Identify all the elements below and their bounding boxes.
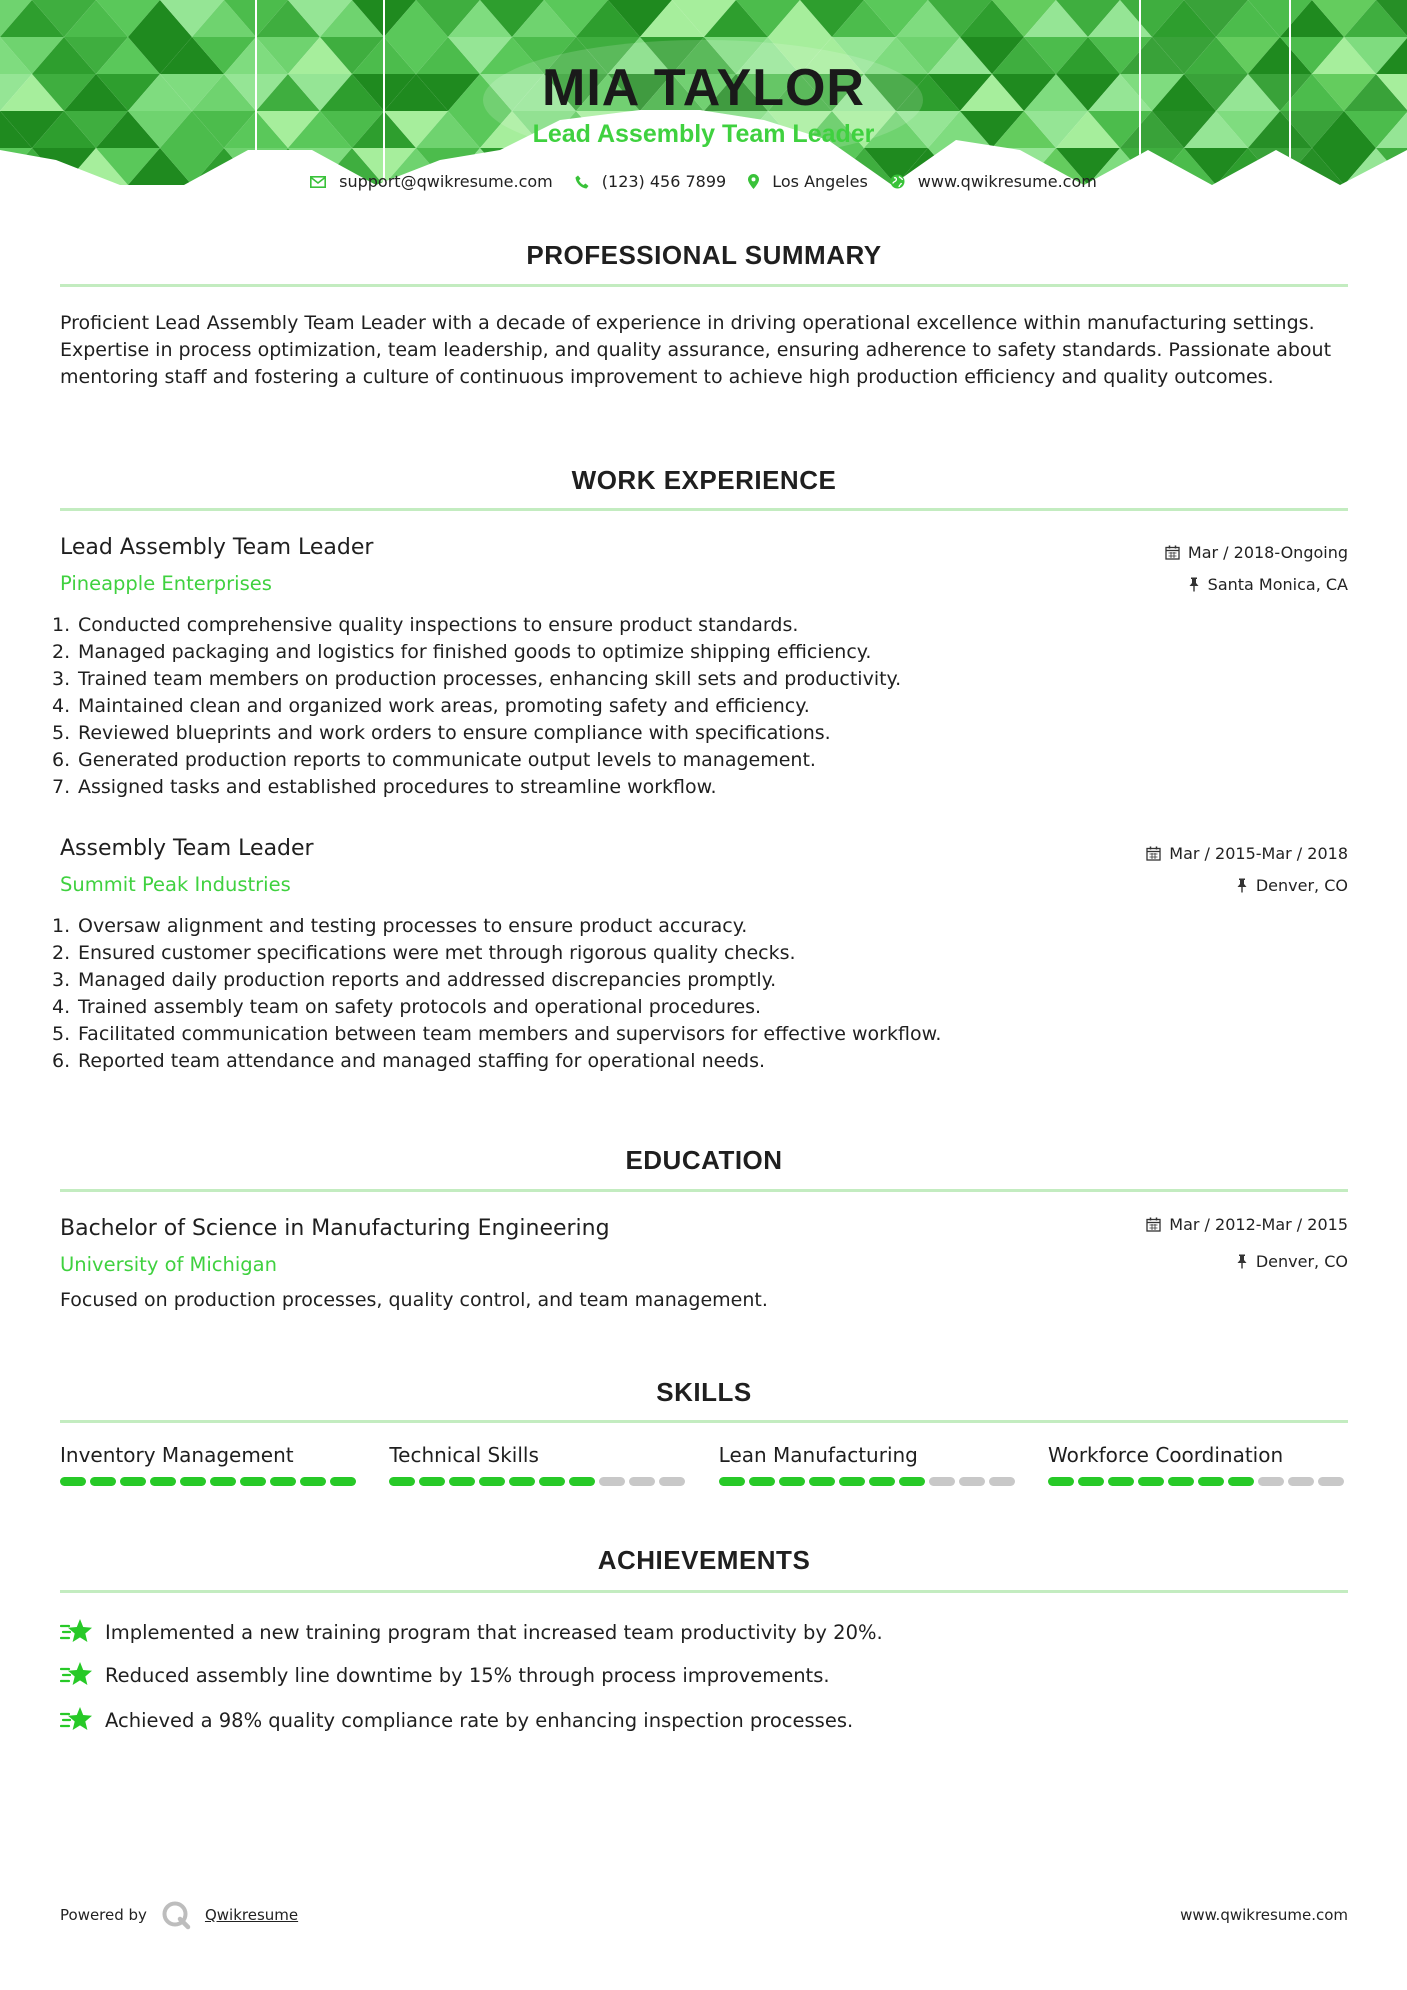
qwikresume-logo-icon: [161, 1900, 191, 1930]
job-bullets: [52, 913, 941, 1075]
job-company: Pineapple Enterprises: [60, 572, 272, 595]
job-bullet-item: 4. Maintained clean and organized work areas, promoting safety and efficiency.: [52, 695, 810, 717]
school-name: University of Michigan: [60, 1253, 277, 1276]
skills-list: [60, 1443, 1348, 1486]
calendar-icon: [1146, 1217, 1161, 1232]
skill-name: Lean Manufacturing: [718, 1443, 918, 1467]
skill-item: [1048, 1443, 1348, 1486]
powered-by-label: Powered by: [60, 1906, 147, 1924]
achievement-text: Achieved a 98% quality compliance rate by enhancing inspection processes.: [105, 1708, 854, 1732]
skill-level-segment: [629, 1477, 655, 1486]
skill-level-segment: [779, 1477, 805, 1486]
skill-level-segment: [1318, 1477, 1344, 1486]
qwikresume-link[interactable]: Qwikresume: [204, 1906, 299, 1924]
skill-level-segment: [959, 1477, 985, 1486]
job-bullet-item: 7. Assigned tasks and established procedures to streamline workflow.: [52, 776, 717, 798]
education-divider: [60, 1189, 1348, 1192]
skill-level-segment: [1288, 1477, 1314, 1486]
star-icon: [60, 1660, 94, 1690]
job-bullet-item: 3. Managed daily production reports and addressed discrepancies promptly.: [52, 969, 777, 991]
education-location-text: Denver, CO: [1255, 1252, 1348, 1271]
skill-level-segment: [389, 1477, 415, 1486]
footer-website[interactable]: www.qwikresume.com: [1180, 1906, 1348, 1924]
skill-level-segment: [929, 1477, 955, 1486]
skill-item: [60, 1443, 360, 1486]
skill-level-segment: [1228, 1477, 1254, 1486]
job-bullet-item: 2. Ensured customer specifications were met through rigorous quality checks.: [52, 942, 796, 964]
skill-level-segment: [1138, 1477, 1164, 1486]
skill-item: [719, 1443, 1019, 1486]
footer: [60, 1900, 1348, 1930]
achievement-item: [60, 1660, 830, 1690]
calendar-icon: [1146, 846, 1161, 861]
skill-level-bar: [1048, 1477, 1348, 1486]
education-heading: EDUCATION: [625, 1145, 783, 1175]
job-location: [1236, 876, 1348, 895]
achievement-item: [60, 1705, 853, 1735]
job-bullet-item: 4. Trained assembly team on safety protocols and operational procedures.: [52, 996, 762, 1018]
skill-level-segment: [989, 1477, 1015, 1486]
globe-icon: [890, 174, 905, 189]
skill-level-segment: [150, 1477, 176, 1486]
job-bullet-item: 6. Reported team attendance and managed staffing for operational needs.: [52, 1050, 766, 1072]
skill-level-segment: [509, 1477, 535, 1486]
job-company: Summit Peak Industries: [60, 873, 291, 896]
skill-level-segment: [659, 1477, 685, 1486]
education-dates: [1146, 1215, 1348, 1234]
skill-level-segment: [419, 1477, 445, 1486]
location-pin-icon: [748, 174, 759, 189]
skill-level-segment: [240, 1477, 266, 1486]
skill-level-segment: [599, 1477, 625, 1486]
skill-level-segment: [479, 1477, 505, 1486]
pin-icon: [1188, 577, 1200, 592]
skill-level-segment: [330, 1477, 356, 1486]
job-bullets: [52, 612, 901, 801]
degree-title: Bachelor of Science in Manufacturing Engineering: [60, 1216, 610, 1241]
job-dates-text: Mar / 2018-Ongoing: [1187, 543, 1348, 562]
skill-level-segment: [1048, 1477, 1074, 1486]
contact-bar: [0, 172, 1407, 191]
skill-level-segment: [719, 1477, 745, 1486]
job-dates: [1146, 844, 1348, 863]
contact-website[interactable]: www.qwikresume.com: [917, 172, 1097, 191]
skill-level-segment: [1258, 1477, 1284, 1486]
job-location-text: Denver, CO: [1255, 876, 1348, 895]
skill-level-segment: [449, 1477, 475, 1486]
phone-icon: [575, 175, 589, 189]
skill-level-segment: [1078, 1477, 1104, 1486]
skill-level-segment: [869, 1477, 895, 1486]
skills-heading: SKILLS: [656, 1377, 752, 1407]
skill-level-segment: [899, 1477, 925, 1486]
skill-name: Workforce Coordination: [1047, 1443, 1284, 1467]
email-icon: [310, 176, 326, 188]
summary-divider: [60, 284, 1348, 287]
job-bullet-item: 5. Reviewed blueprints and work orders to ensure compliance with specifications.: [52, 722, 831, 744]
calendar-icon: [1165, 545, 1180, 560]
achievement-text: Reduced assembly line downtime by 15% through process improvements.: [105, 1663, 830, 1687]
skill-name: Technical Skills: [389, 1443, 539, 1467]
education-description: Focused on production processes, quality control, and team management.: [60, 1289, 768, 1311]
job-title: Lead Assembly Team Leader: [60, 535, 374, 560]
skill-level-segment: [1108, 1477, 1134, 1486]
skill-level-segment: [90, 1477, 116, 1486]
job-dates-text: Mar / 2015-Mar / 2018: [1169, 844, 1348, 863]
skill-level-segment: [300, 1477, 326, 1486]
education-location: [1236, 1252, 1348, 1271]
job-bullet-item: 6. Generated production reports to communicate output levels to management.: [52, 749, 816, 771]
star-icon: [60, 1617, 94, 1647]
skill-level-segment: [270, 1477, 296, 1486]
achievement-text: Implemented a new training program that increased team productivity by 20%.: [105, 1620, 883, 1644]
job-location-text: Santa Monica, CA: [1207, 575, 1348, 594]
skill-name: Inventory Management: [60, 1443, 294, 1467]
skill-level-bar: [389, 1477, 689, 1486]
pin-icon: [1236, 1254, 1248, 1269]
contact-phone[interactable]: (123) 456 7899: [601, 172, 727, 191]
star-icon: [60, 1705, 94, 1735]
experience-heading: WORK EXPERIENCE: [571, 465, 837, 495]
skill-level-bar: [60, 1477, 360, 1486]
skill-level-bar: [719, 1477, 1019, 1486]
achievements-heading: ACHIEVEMENTS: [597, 1545, 811, 1575]
skill-level-segment: [1168, 1477, 1194, 1486]
experience-divider: [60, 508, 1348, 511]
achievements-divider: [60, 1590, 1348, 1593]
skill-level-segment: [180, 1477, 206, 1486]
candidate-role: Lead Assembly Team Leader: [532, 120, 875, 148]
achievement-item: [60, 1617, 883, 1647]
education-dates-text: Mar / 2012-Mar / 2015: [1169, 1215, 1348, 1234]
job-dates: [1165, 543, 1348, 562]
skill-level-segment: [749, 1477, 775, 1486]
job-bullet-item: 1. Conducted comprehensive quality inspections to ensure product standards.: [52, 614, 799, 636]
skill-level-segment: [120, 1477, 146, 1486]
summary-text: Proficient Lead Assembly Team Leader with a decade of experience in driving operational excellence within manufacturing settings. Expertise in process optimization, team leadership, and quality assurance, ensuring adherence to safety standards. Passionate about mentoring staff and fostering a culture of continuous improvement to achieve high production efficiency and quality outcomes.: [60, 312, 1332, 388]
skill-level-segment: [839, 1477, 865, 1486]
skill-level-segment: [60, 1477, 86, 1486]
job-bullet-item: 1. Oversaw alignment and testing processes to ensure product accuracy.: [52, 915, 748, 937]
skill-level-segment: [210, 1477, 236, 1486]
skill-level-segment: [569, 1477, 595, 1486]
job-location: [1188, 575, 1348, 594]
job-bullet-item: 5. Facilitated communication between team members and supervisors for effective workflow.: [52, 1023, 942, 1045]
job-title: Assembly Team Leader: [60, 836, 314, 861]
skill-level-segment: [1198, 1477, 1224, 1486]
contact-location: Los Angeles: [772, 172, 868, 191]
skill-level-segment: [809, 1477, 835, 1486]
contact-email[interactable]: support@qwikresume.com: [339, 172, 553, 191]
summary-heading: PROFESSIONAL SUMMARY: [526, 240, 882, 270]
candidate-name: MIA TAYLOR: [542, 59, 865, 117]
job-bullet-item: 2. Managed packaging and logistics for finished goods to optimize shipping efficiency.: [52, 641, 872, 663]
skill-item: [389, 1443, 689, 1486]
job-bullet-item: 3. Trained team members on production processes, enhancing skill sets and productivity.: [52, 668, 902, 690]
skill-level-segment: [539, 1477, 565, 1486]
pin-icon: [1236, 878, 1248, 893]
skills-divider: [60, 1420, 1348, 1423]
